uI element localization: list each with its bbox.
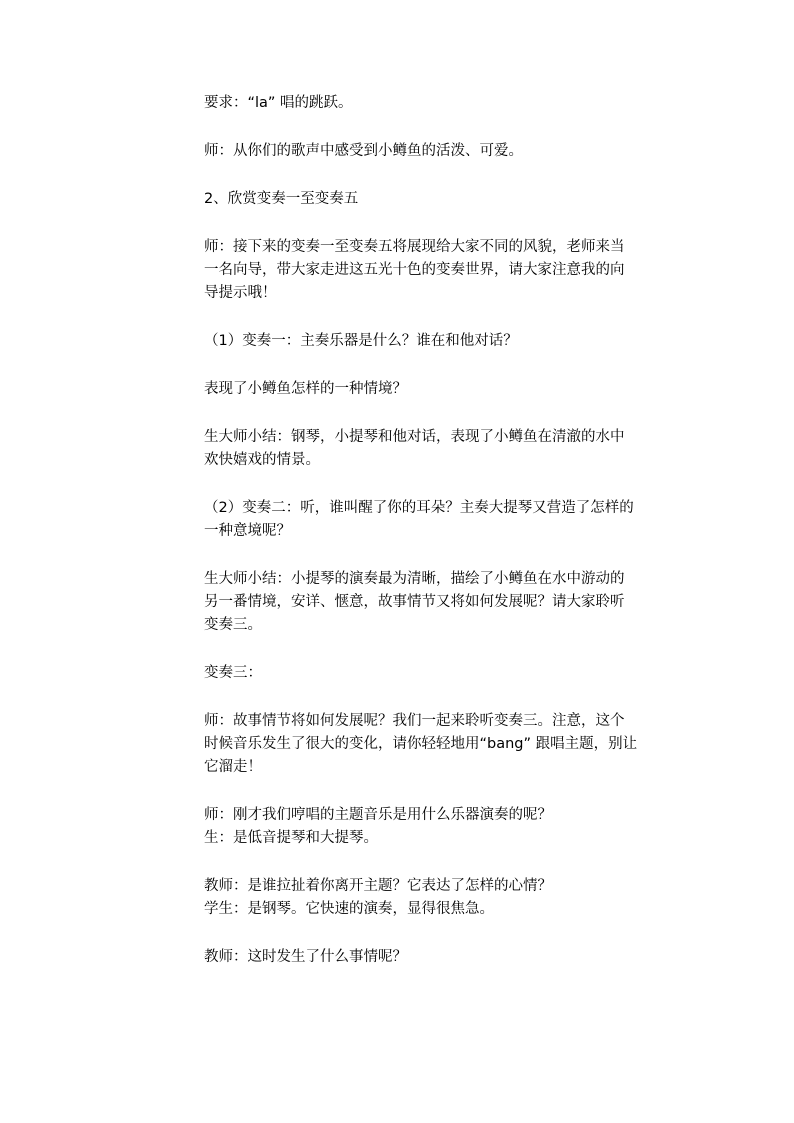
text-line: 一种意境呢？ xyxy=(204,523,291,539)
text-line: 变奏三： xyxy=(204,665,262,681)
paragraph-teacher-intro xyxy=(204,236,676,305)
paragraph-summary-one xyxy=(204,426,676,472)
text-line: 表现了小鳟鱼怎样的一种情境？ xyxy=(204,381,407,397)
text-line: 生大师小结：钢琴，小提琴和他对话，表现了小鳟鱼在清澈的水中 xyxy=(204,429,625,445)
text-line: 一名向导，带大家走进这五光十色的变奏世界，请大家注意我的向 xyxy=(204,262,625,278)
text-line: 生大师小结：小提琴的演奏最为清晰，描绘了小鳟鱼在水中游动的 xyxy=(204,571,625,587)
paragraph-teacher-remark xyxy=(204,140,676,163)
text-line: 它溜走！ xyxy=(204,759,262,775)
text-line: 2、欣赏变奏一至变奏五 xyxy=(204,191,359,207)
document-page xyxy=(204,92,676,969)
text-line: （2）变奏二：听，谁叫醒了你的耳朵？主奏大提琴又营造了怎样的 xyxy=(204,500,634,516)
text-line: 另一番情境，安详、惬意，故事情节又将如何发展呢？请大家聆听 xyxy=(204,594,625,610)
text-line: 师：刚才我们哼唱的主题音乐是用什么乐器演奏的呢？ xyxy=(204,807,552,823)
paragraph-teacher-variation-three xyxy=(204,710,676,779)
paragraph-variation-one xyxy=(204,330,676,353)
text-line: 时候音乐发生了很大的变化，请你轻轻地用“bang” 跟唱主题，别让 xyxy=(204,736,638,752)
paragraph-dialogue-two xyxy=(204,875,676,921)
text-line: 师：接下来的变奏一至变奏五将展现给大家不同的风貌，老师来当 xyxy=(204,239,625,255)
text-line: 欢快嬉戏的情景。 xyxy=(204,452,320,468)
text-line: 导提示哦！ xyxy=(204,285,277,301)
paragraph-dialogue-three xyxy=(204,946,676,969)
paragraph-variation-three-heading xyxy=(204,662,676,685)
paragraph-summary-two xyxy=(204,568,676,637)
text-line: 变奏三。 xyxy=(204,617,262,633)
text-line: 生：是低音提琴和大提琴。 xyxy=(204,830,378,846)
text-line: 教师：是谁拉扯着你离开主题？它表达了怎样的心情？ xyxy=(204,878,552,894)
paragraph-variation-two xyxy=(204,497,676,543)
text-line: 要求：“la” 唱的跳跃。 xyxy=(204,95,353,111)
paragraph-requirement xyxy=(204,92,676,115)
text-line: 教师：这时发生了什么事情呢？ xyxy=(204,949,407,965)
paragraph-dialogue-one xyxy=(204,804,676,850)
text-line: 师：故事情节将如何发展呢？我们一起来聆听变奏三。注意，这个 xyxy=(204,713,625,729)
section-heading xyxy=(204,188,676,211)
text-line: 学生：是钢琴。它快速的演奏，显得很焦急。 xyxy=(204,901,494,917)
paragraph-question xyxy=(204,378,676,401)
text-line: （1）变奏一：主奏乐器是什么？谁在和他对话？ xyxy=(204,333,518,349)
text-line: 师：从你们的歌声中感受到小鳟鱼的活泼、可爱。 xyxy=(204,143,523,159)
